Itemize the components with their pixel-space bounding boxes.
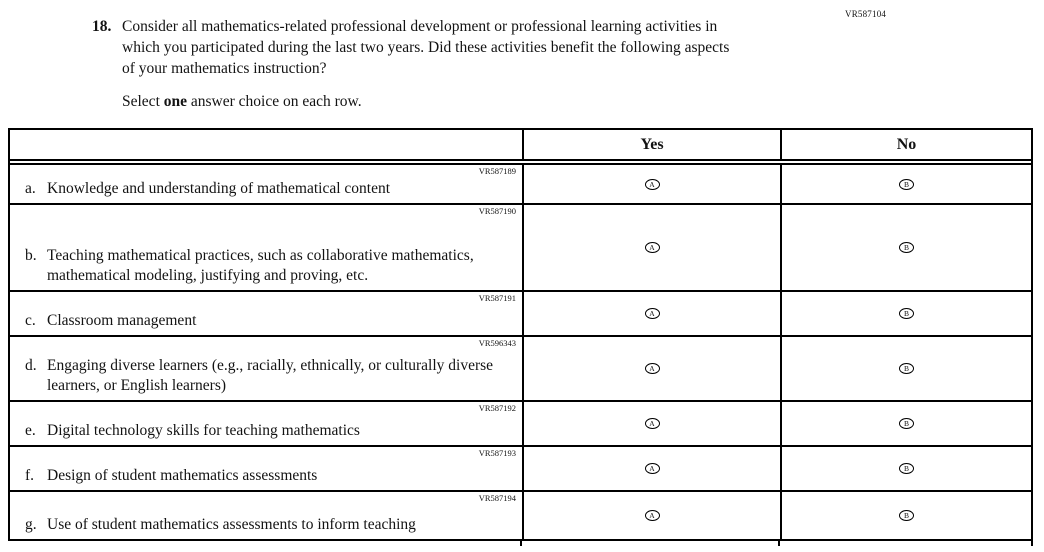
no-option-b-radio[interactable]: B	[899, 179, 914, 190]
row-form-code: VR587191	[478, 293, 516, 303]
no-cell	[780, 492, 1031, 539]
row-letter: e.	[25, 422, 36, 439]
row-label-cell	[10, 492, 522, 539]
clipped-column-divider	[778, 541, 780, 546]
row-letter: a.	[25, 180, 36, 197]
yes-option-a-radio[interactable]: A	[645, 242, 660, 253]
table-row-d	[10, 337, 1031, 402]
row-letter: f.	[25, 467, 35, 484]
clipped-table-right-border	[1031, 541, 1033, 546]
pd-benefits-table	[8, 128, 1033, 541]
row-label: Knowledge and understanding of mathematical content	[47, 180, 391, 197]
row-letter: c.	[25, 312, 36, 329]
select-instruction-prefix: Select	[122, 93, 164, 110]
row-label-cell	[10, 292, 522, 335]
no-cell	[780, 292, 1031, 335]
table-row-g	[10, 492, 1031, 541]
row-label: Teaching mathematical practices, such as collaborative mathematics, mathematical modeling, justifying and proving, etc.	[47, 247, 474, 284]
row-label-cell	[10, 447, 522, 490]
no-option-b-radio[interactable]: B	[899, 510, 914, 521]
no-cell	[780, 447, 1031, 490]
column-header-yes: Yes	[522, 130, 780, 159]
table-body	[10, 163, 1031, 541]
yes-option-a-radio[interactable]: A	[645, 308, 660, 319]
row-label: Use of student mathematics assessments to inform teaching	[47, 516, 416, 533]
table-row-f	[10, 447, 1031, 492]
row-label-cell	[10, 205, 522, 290]
yes-cell	[522, 402, 780, 445]
row-form-code: VR587194	[478, 493, 516, 503]
select-instruction-suffix: answer choice on each row.	[187, 93, 362, 110]
row-form-code: VR587192	[478, 403, 516, 413]
table-row-e	[10, 402, 1031, 447]
row-label-cell	[10, 402, 522, 445]
row-letter: b.	[25, 247, 37, 264]
column-header-no: No	[780, 130, 1031, 159]
question-body	[122, 16, 740, 112]
yes-cell	[522, 165, 780, 203]
yes-option-a-radio[interactable]: A	[645, 418, 660, 429]
row-label: Digital technology skills for teaching mathematics	[47, 422, 360, 439]
question-text: Consider all mathematics-related professional development or professional learning activities in which you participated during the last two years. Did these activities benefit the following aspects of your mathematics instruction?	[122, 18, 730, 77]
clipped-column-divider	[520, 541, 522, 546]
table-header-row	[10, 130, 1031, 161]
row-form-code: VR587193	[478, 448, 516, 458]
header-cell-blank	[10, 130, 522, 159]
no-cell	[780, 165, 1031, 203]
table-row-a	[10, 165, 1031, 205]
yes-cell	[522, 205, 780, 290]
yes-option-a-radio[interactable]: A	[645, 463, 660, 474]
form-code: VR587104	[845, 9, 887, 19]
yes-option-a-radio[interactable]: A	[645, 363, 660, 374]
select-instruction-bold: one	[163, 93, 187, 110]
row-label-cell	[10, 337, 522, 400]
question-block	[92, 16, 740, 112]
row-form-code: VR587189	[478, 166, 516, 176]
table-row-b	[10, 205, 1031, 292]
no-option-b-radio[interactable]: B	[899, 308, 914, 319]
row-form-code: VR587190	[478, 206, 516, 216]
row-form-code: VR596343	[478, 338, 516, 348]
yes-cell	[522, 337, 780, 400]
no-cell	[780, 402, 1031, 445]
row-letter: d.	[25, 357, 37, 374]
yes-cell	[522, 492, 780, 539]
question-number: 18.	[92, 18, 112, 35]
row-label: Engaging diverse learners (e.g., racially, ethnically, or culturally diverse learners, or English learners)	[47, 357, 494, 394]
yes-cell	[522, 292, 780, 335]
row-letter: g.	[25, 516, 37, 533]
yes-option-a-radio[interactable]: A	[645, 510, 660, 521]
row-label: Design of student mathematics assessments	[47, 467, 318, 484]
row-label-cell	[10, 165, 522, 203]
row-label: Classroom management	[47, 312, 197, 329]
yes-cell	[522, 447, 780, 490]
yes-option-a-radio[interactable]: A	[645, 179, 660, 190]
no-option-b-radio[interactable]: B	[899, 418, 914, 429]
no-option-b-radio[interactable]: B	[899, 363, 914, 374]
no-option-b-radio[interactable]: B	[899, 463, 914, 474]
no-cell	[780, 205, 1031, 290]
no-cell	[780, 337, 1031, 400]
table-row-c	[10, 292, 1031, 337]
select-instruction	[122, 91, 740, 112]
no-option-b-radio[interactable]: B	[899, 242, 914, 253]
